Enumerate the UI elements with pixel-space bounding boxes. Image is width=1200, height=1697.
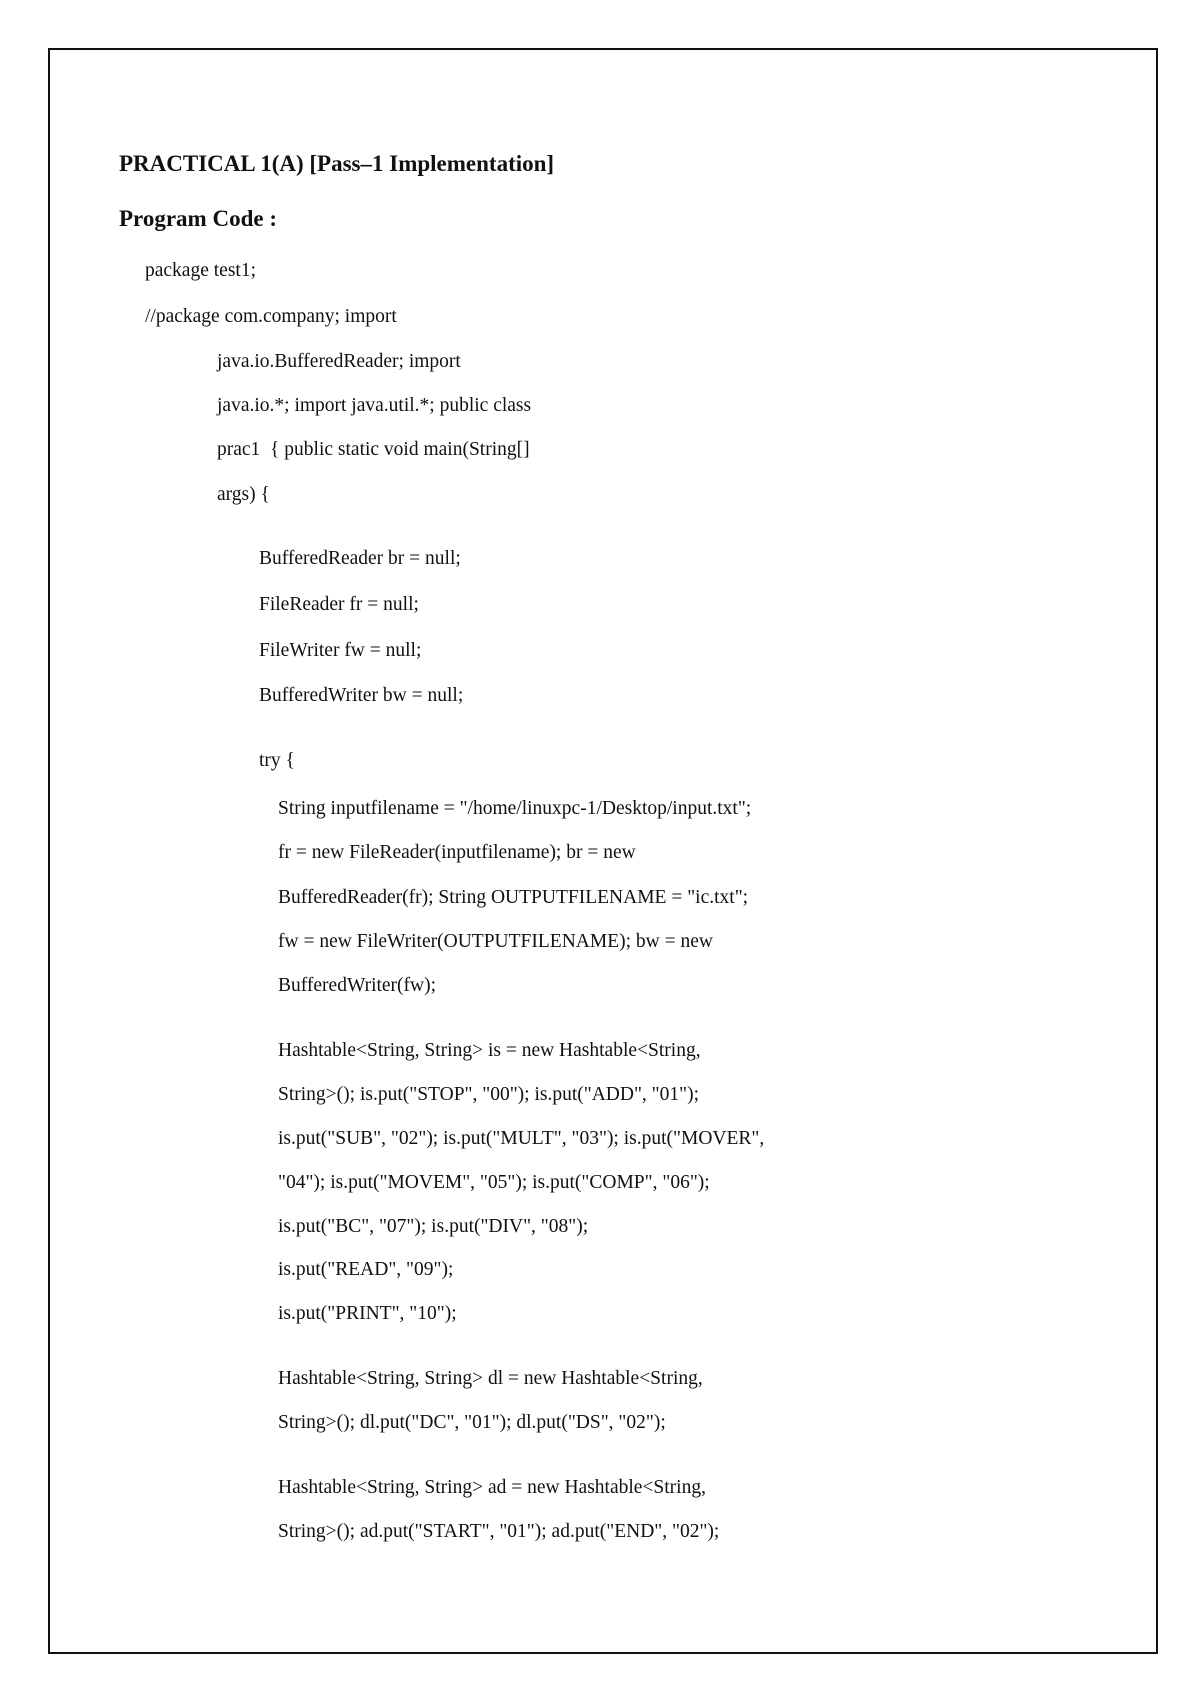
code-line: String inputfilename = "/home/linuxpc-1/Desktop/input.txt"; xyxy=(278,798,752,819)
code-line: args) { xyxy=(217,484,270,505)
code-line: String>(); is.put("STOP", "00"); is.put("ADD", "01"); xyxy=(278,1084,699,1105)
code-line: FileReader fr = null; xyxy=(259,594,419,615)
code-line: //package com.company; import xyxy=(145,306,397,327)
code-line: BufferedReader(fr); String OUTPUTFILENAME = "ic.txt"; xyxy=(278,887,749,908)
code-line: is.put("READ", "09"); xyxy=(278,1259,454,1280)
code-line: FileWriter fw = null; xyxy=(259,640,422,661)
code-line: BufferedWriter bw = null; xyxy=(259,685,464,706)
practical-title: PRACTICAL 1(A) [Pass–1 Implementation] xyxy=(119,151,555,176)
code-line: prac1 { public static void main(String[] xyxy=(217,439,530,460)
code-line: Hashtable<String, String> is = new Hashtable<String, xyxy=(278,1040,701,1061)
code-line: Hashtable<String, String> dl = new Hashtable<String, xyxy=(278,1368,703,1389)
code-line: package test1; xyxy=(145,260,256,281)
program-code-heading: Program Code : xyxy=(119,206,277,231)
code-line: "04"); is.put("MOVEM", "05"); is.put("COMP", "06"); xyxy=(278,1172,710,1193)
code-line: is.put("BC", "07"); is.put("DIV", "08"); xyxy=(278,1216,589,1237)
code-line: java.io.*; import java.util.*; public class xyxy=(217,395,532,416)
code-line: Hashtable<String, String> ad = new Hashtable<String, xyxy=(278,1477,706,1498)
code-line: String>(); dl.put("DC", "01"); dl.put("DS", "02"); xyxy=(278,1412,666,1433)
code-line: BufferedReader br = null; xyxy=(259,548,461,569)
code-line: String>(); ad.put("START", "01"); ad.put("END", "02"); xyxy=(278,1521,720,1542)
code-line: BufferedWriter(fw); xyxy=(278,975,437,996)
code-line: is.put("SUB", "02"); is.put("MULT", "03"); is.put("MOVER", xyxy=(278,1128,765,1149)
code-line: try { xyxy=(259,750,295,771)
code-line: java.io.BufferedReader; import xyxy=(217,351,461,372)
code-line: fw = new FileWriter(OUTPUTFILENAME); bw = new xyxy=(278,931,713,952)
code-line: is.put("PRINT", "10"); xyxy=(278,1303,457,1324)
code-line: fr = new FileReader(inputfilename); br = new xyxy=(278,842,636,863)
